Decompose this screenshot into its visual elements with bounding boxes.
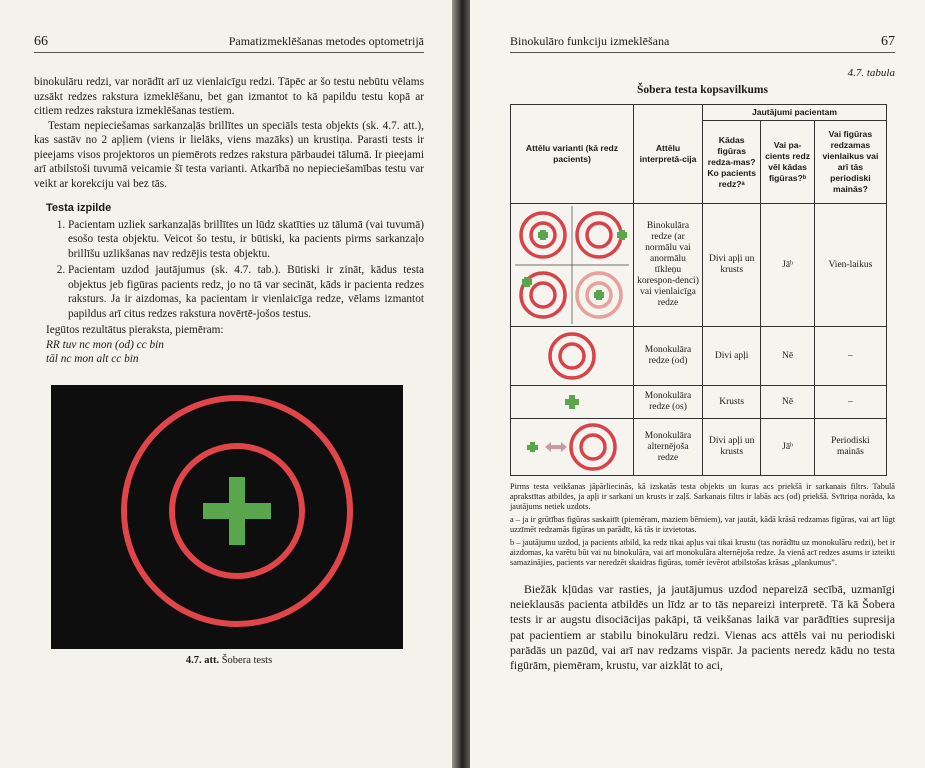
list-item: 2. Pacientam uzdod jautājumus (sk. 4.7. tab.). Būtiski ir zināt, kādus testa objektus jeb figūras pacients redz, jo no tā var secināt, kāds ir pacienta redzes raksturs. Ja ir aizdomas, ka pacientam ir vienlaicīga redze, vēlams izmantot papildus arī citus redzes rakstura novērtē-jošos testus. (68, 263, 424, 321)
left-page (0, 0, 452, 768)
cell-interpretation: Monokulāra redze (od) (634, 327, 703, 386)
cell-answer-3: – (814, 386, 886, 419)
book-gutter (452, 0, 470, 768)
cell-answer-2: Nē (761, 386, 814, 419)
table-row (511, 419, 887, 476)
cell-interpretation: Monokulāra redze (os) (634, 386, 703, 419)
table-note-a: a – ja ir grūtības figūras saskaitīt (piemēram, maziem bērniem), var jautāt, kādā krāsā redzamas figūras, vai arī lūgt uzzīmēt redzamās figūras un parādīt, kā tās ir izvietotas. (510, 515, 895, 534)
alternating-icon (517, 420, 627, 474)
header-questions-group: Jautājumi pacientam (703, 105, 887, 121)
example-line: tāl nc mon alt cc bin (46, 353, 139, 365)
cell-answer-3: – (814, 327, 886, 386)
running-header-left (34, 34, 424, 53)
page-number-right: 67 (881, 34, 895, 49)
header-question-3: Vai figūras redzamas vienlaikus vai arī tās periodiski mainās? (814, 121, 886, 204)
cell-answer-1: Divi apļi un krusts (703, 204, 761, 327)
running-head-right: Binokulāro funkciju izmeklēšana (510, 34, 670, 48)
table-note-b: b – jautājumu uzdod, ja pacients atbild, ka redz tikai apļus vai tikai krustu (tas norādītu uz monokulāru redzi), bet ir aizdomas, ka varētu būt vai nu binokulāra, vai arī monokulāra alternējoša redze. Ja vienā acī redzes asums ir izteikti samazinājies, pacients var neredzēt skaidras figūras, tomēr ievērot atbilstošas krāsas „plankumus”. (510, 538, 895, 567)
variant-image-os (511, 386, 634, 419)
cell-answer-3: Vien-laikus (814, 204, 886, 327)
variant-image-od (511, 327, 634, 386)
running-header-right (510, 34, 895, 53)
schober-target-image (51, 385, 403, 649)
cell-interpretation: Binokulāra redze (ar normālu vai anormālu tīkleņu korespon-denci) vai vienlaicīga redze (634, 204, 703, 327)
cell-answer-1: Krusts (703, 386, 761, 419)
cell-interpretation: Monokulāra alternējoša redze (634, 419, 703, 476)
steps-list (34, 218, 424, 322)
schober-summary-table (510, 104, 887, 476)
running-head-left: Pamatizmeklēšanas metodes optometrijā (228, 34, 424, 48)
figure-caption (34, 655, 424, 666)
cell-answer-2: Jāᵇ (761, 204, 814, 327)
figure-number: 4.7. att. (185, 654, 220, 666)
cell-answer-2: Nē (761, 327, 814, 386)
cell-answer-3: Periodiski mainās (814, 419, 886, 476)
right-page (470, 0, 925, 768)
green-cross-icon (562, 392, 582, 412)
schober-test-figure (51, 385, 403, 649)
cell-answer-1: Divi apļi un krusts (703, 419, 761, 476)
table-row (511, 204, 887, 327)
header-interpretation: Attēlu interpretā-cija (634, 105, 703, 204)
two-rings-icon (542, 329, 602, 383)
table-title: Šobera testa kopsavilkums (637, 84, 768, 96)
header-question-2: Vai pa-cients redz vēl kādas figūras?ᵇ (761, 121, 814, 204)
figure-title: Šobera tests (221, 654, 273, 666)
table-notes (510, 482, 895, 568)
list-item: 1. Pacientam uzliek sarkanzaļās brillītes un lūdz skatīties uz tālumā (vai tuvumā) esošo testa objektu. Veicot šo testu, ir būtiski, ka pacients pirms sarkanzaļo brillīšu uzlikšanas nav redzējis testa objektu. (68, 218, 424, 262)
cell-answer-1: Divi apļi (703, 327, 761, 386)
page-number-left: 66 (34, 34, 48, 49)
paragraph: Testam nepieciešamas sarkanzaļās brillītes un speciāls testa objekts (sk. 4.7. att.), kas sastāv no 2 apļiem (viens ir lielāks, viens mazāks) un krustiņa. Parasti tests ir pieejams visos projektoros un piemērots redzes rakstura pārbaudei tālumā. Ir pieejami arī atbilstoši tuvumā veicamie šī testa varianti. Atkarībā no nepieciešamības testu var veikt ar korekciju vai bez tās. (34, 119, 424, 190)
table-row (511, 327, 887, 386)
example-line: RR tuv nc mon (od) cc bin (46, 338, 164, 351)
variant-images-binocular (511, 204, 634, 327)
table-note: Pirms testa veikšanas jāpārliecinās, kā izskatās testa objekts un kuras acs priekšā ir sarkanais filtrs. Tabulā aprakstītas atbildes, ja apļi ir sarkani un krusts ir zaļš. Sarkanais filtrs ir labās acs (od) priekšā. Svītriņa norāda, ka jautājums netiek uzdots. (510, 482, 895, 511)
left-text (34, 75, 424, 367)
header-image-variants: Attēlu varianti (kā redz pacients) (511, 105, 634, 204)
section-heading: Testa izpilde (46, 202, 112, 214)
header-question-1: Kādas figūras redza-mas? Ko pacients redz?ᵃ (703, 121, 761, 204)
target-variants-icon (513, 204, 631, 326)
body-paragraph: Biežāk kļūdas var rasties, ja jautājumus uzdod nepareizā secībā, uzmanīgi neieklausās pacienta atbildēs un līdz ar to tās nepareizi interpretē. Tā kā Šobera tests ir ar augstu disociācijas pakāpi, tā veikšanas laikā var parādīties supresija pat pacientiem ar stabilu binokulāru redzi. Vienas acs attēls vai nu periodiski parādās un pazūd, vai arī nav redzams vispār. Ja pacients neredz kādu no testa figūrām, piemēram, krustu, var aizklāt to aci, (510, 582, 895, 673)
variant-image-alternating (511, 419, 634, 476)
cell-answer-2: Jāᵇ (761, 419, 814, 476)
paragraph: Iegūtos rezultātus pieraksta, piemēram: (46, 324, 224, 336)
table-row (511, 386, 887, 419)
table-number: 4.7. tabula (847, 67, 895, 79)
paragraph: binokulāru redzi, var norādīt arī uz vienlaicīgu redzi. Tāpēc ar šo testu nebūtu vēlams uzsākt redzes rakstura izmeklēšanu, bet gan izmantot to kā papildu testu kopā ar citiem redzes rakstura izmeklēšanas testiem. (34, 76, 424, 117)
